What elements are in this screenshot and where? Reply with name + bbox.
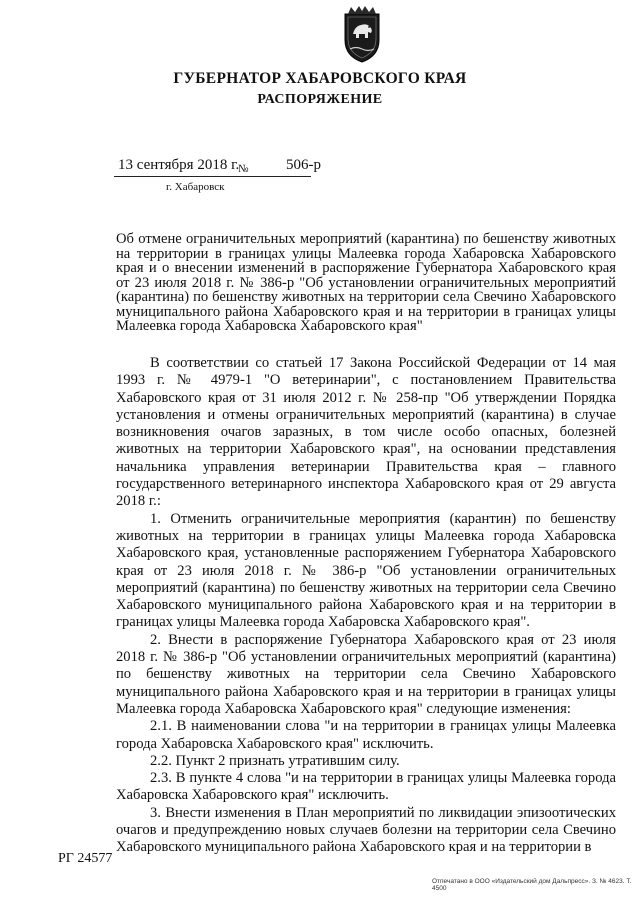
clause-2-2: 2.2. Пункт 2 признать утратившим силу. xyxy=(150,752,400,769)
registration-code: РГ 24577 xyxy=(58,851,113,866)
preamble-paragraph: В соответствии со статьей 17 Закона Российской Федерации от 14 мая 1993 г. № 4979-1 "О ветеринарии", с постановлением Правительства Хабаровского края от 31 июля 2012 г. № 258-пр "Об утверждении Порядка установления и отмены ограничительных мероприятий (карантина) в случае возникновения очагов заразных, в том числе особо опасных, болезней животных на территории Хабаровского края", на основании представления начальника управления ветеринарии Правительства края – главного государственного ветеринарного инспектора Хабаровского края от 29 августа 2018 г.: xyxy=(116,355,616,510)
document-subject: Об отмене ограничительных мероприятий (карантина) по бешенству животных на территории в границах улицы Малеевка города Хабаровска Хабаровского края и о внесении изменений в распоряжение Губернатора Хабаровского края от 23 июля 2018 г. № 386-р "Об установлении ограничительных мероприятий (карантина) по бешенству животных на территории села Свечино Хабаровского муниципального района Хабаровского края и на территории в границах улицы Малеевка города Хабаровска Хабаровского края" xyxy=(116,231,616,334)
city-label: г. Хабаровск xyxy=(166,181,225,193)
document-date: 13 сентября 2018 г. xyxy=(118,157,240,173)
clause-2-3: 2.3. В пункте 4 слова "и на территории в границах улицы Малеевка города Хабаровска Хабаровского края" исключить. xyxy=(116,770,616,804)
clause-1: 1. Отменить ограничительные мероприятия (карантин) по бешенству животных на территории в границах улицы Малеевка города Хабаровска Хабаровского края, установленные распоряжением Губернатора Хабаровского края от 23 июля 2018 г. № 386-р "Об установлении ограничительных мероприятий (карантина) по бешенству животных на территории села Свечино Хабаровского муниципального района Хабаровского края и на территории в границах улицы Малеевка города Хабаровска Хабаровского края". xyxy=(116,510,616,631)
clause-2: 2. Внести в распоряжение Губернатора Хабаровского края от 23 июля 2018 г. № 386-р "Об установлении ограничительных мероприятий (карантина) по бешенству животных на территории села Свечино Хабаровского муниципального района Хабаровского края и на территории в границах улицы Малеевка города Хабаровска Хабаровского края" следующие изменения: xyxy=(116,631,616,717)
document-number: 506-р xyxy=(286,157,321,173)
printer-imprint: Отпечатано в ООО «Издательский дом Дальпресс». З. № 4623. Т. 4500 xyxy=(432,878,632,892)
governor-title: ГУБЕРНАТОР ХАБАРОВСКОГО КРАЯ xyxy=(173,70,467,87)
number-sign: № xyxy=(238,163,249,175)
document-type: РАСПОРЯЖЕНИЕ xyxy=(257,92,383,107)
coat-of-arms-icon xyxy=(339,6,385,64)
document-body xyxy=(116,355,616,857)
date-underline xyxy=(114,176,311,177)
clause-3: 3. Внести изменения в План мероприятий по ликвидации эпизоотических очагов и предупреждению новых случаев болезни на территории села Свечино Хабаровского муниципального района Хабаровского края и на территории в xyxy=(116,804,616,856)
clause-2-1: 2.1. В наименовании слова "и на территории в границах улицы Малеевка города Хабаровска Хабаровского края" исключить. xyxy=(116,718,616,752)
